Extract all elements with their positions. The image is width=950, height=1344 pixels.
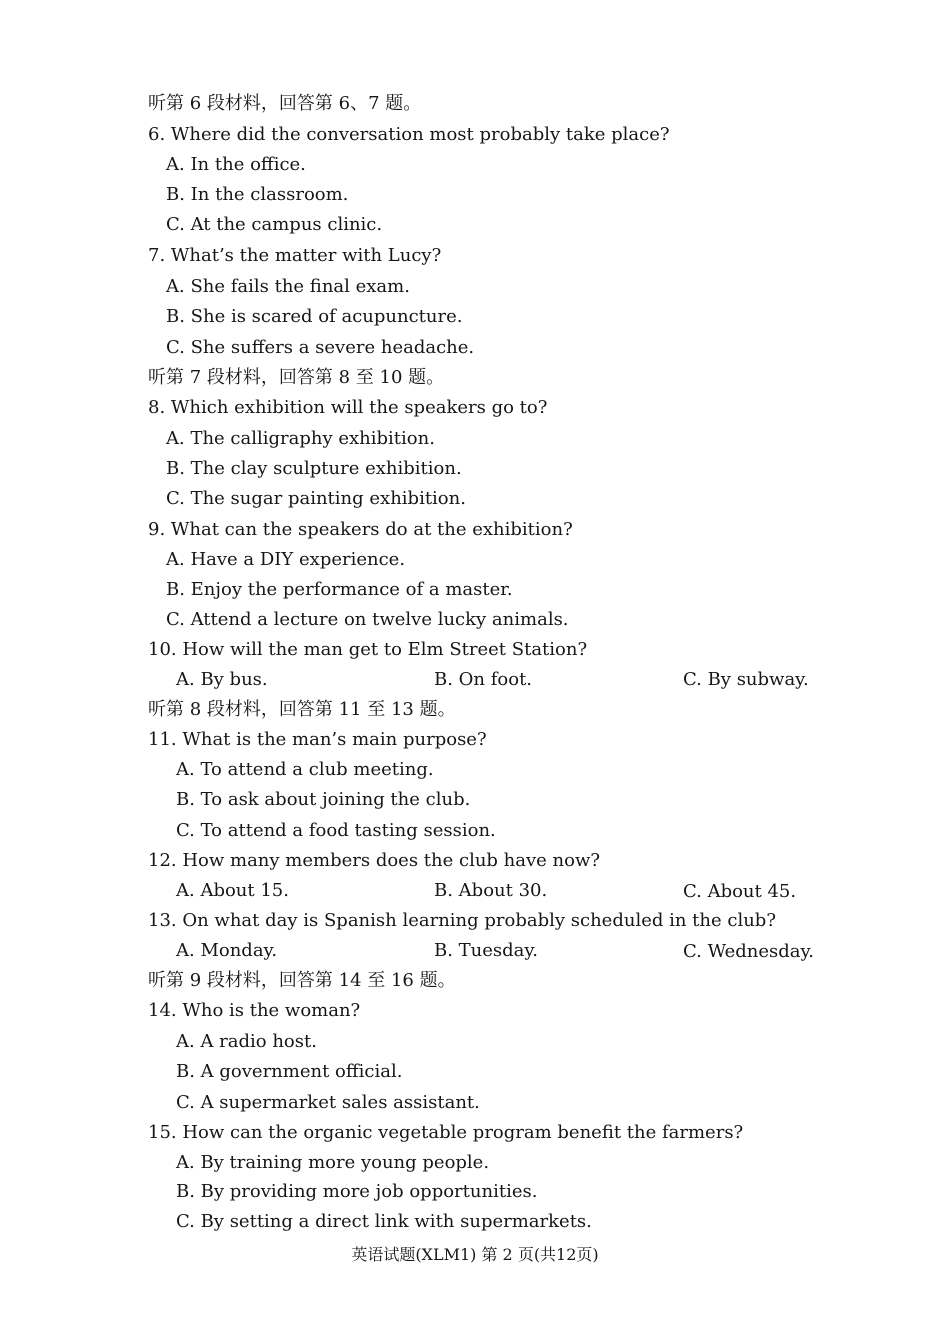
option: A. Monday. [176,940,278,961]
question-stem: 14. Who is the woman? [148,1000,361,1021]
option: C. The sugar painting exhibition. [166,488,466,509]
option: C. About 45. [683,881,797,902]
option: A. By bus. [176,669,268,690]
option: B. Enjoy the performance of a master. [166,579,513,600]
option: C. She suffers a severe headache. [166,337,475,358]
question-stem: 13. On what day is Spanish learning probably scheduled in the club? [148,910,776,931]
option: B. The clay sculpture exhibition. [166,458,462,479]
option: C. By setting a direct link with supermarkets. [176,1211,592,1232]
question-stem: 15. How can the organic vegetable program benefit the farmers? [148,1122,744,1143]
option: B. By providing more job opportunities. [176,1181,538,1202]
section-heading: 听第 7 段材料，回答第 8 至 10 题。 [148,367,445,388]
option: C. Wednesday. [683,941,815,962]
question-stem: 6. Where did the conversation most probably take place? [148,124,670,145]
option: B. On foot. [434,669,533,690]
option: C. To attend a food tasting session. [176,820,496,841]
question-stem: 8. Which exhibition will the speakers go to? [148,397,548,418]
section-heading: 听第 9 段材料，回答第 14 至 16 题。 [148,970,456,991]
section-heading: 听第 8 段材料，回答第 11 至 13 题。 [148,699,456,720]
question-stem: 11. What is the man’s main purpose? [148,729,487,750]
option: C. Attend a lecture on twelve lucky animals. [166,609,569,630]
option: A. By training more young people. [176,1152,490,1173]
page-footer: 英语试题(XLM1) 第 2 页(共12页) [351,1245,599,1264]
option: C. At the campus clinic. [166,214,383,235]
option: C. By subway. [683,669,809,690]
option: B. About 30. [434,880,548,901]
option: A. About 15. [176,880,289,901]
option: A. In the office. [166,154,306,175]
option: B. A government official. [176,1061,403,1082]
option: A. The calligraphy exhibition. [166,428,435,449]
option: B. In the classroom. [166,184,349,205]
question-stem: 10. How will the man get to Elm Street Station? [148,639,588,660]
option: C. A supermarket sales assistant. [176,1092,480,1113]
question-stem: 7. What’s the matter with Lucy? [148,245,442,266]
question-stem: 12. How many members does the club have now? [148,850,601,871]
option: A. She fails the final exam. [166,276,410,297]
option: B. She is scared of acupuncture. [166,306,463,327]
option: A. A radio host. [176,1031,317,1052]
option: B. Tuesday. [434,940,538,961]
option: B. To ask about joining the club. [176,789,471,810]
option: A. To attend a club meeting. [176,759,434,780]
section-heading: 听第 6 段材料，回答第 6、7 题。 [148,93,422,114]
question-stem: 9. What can the speakers do at the exhibition? [148,519,573,540]
option: A. Have a DIY experience. [166,549,406,570]
